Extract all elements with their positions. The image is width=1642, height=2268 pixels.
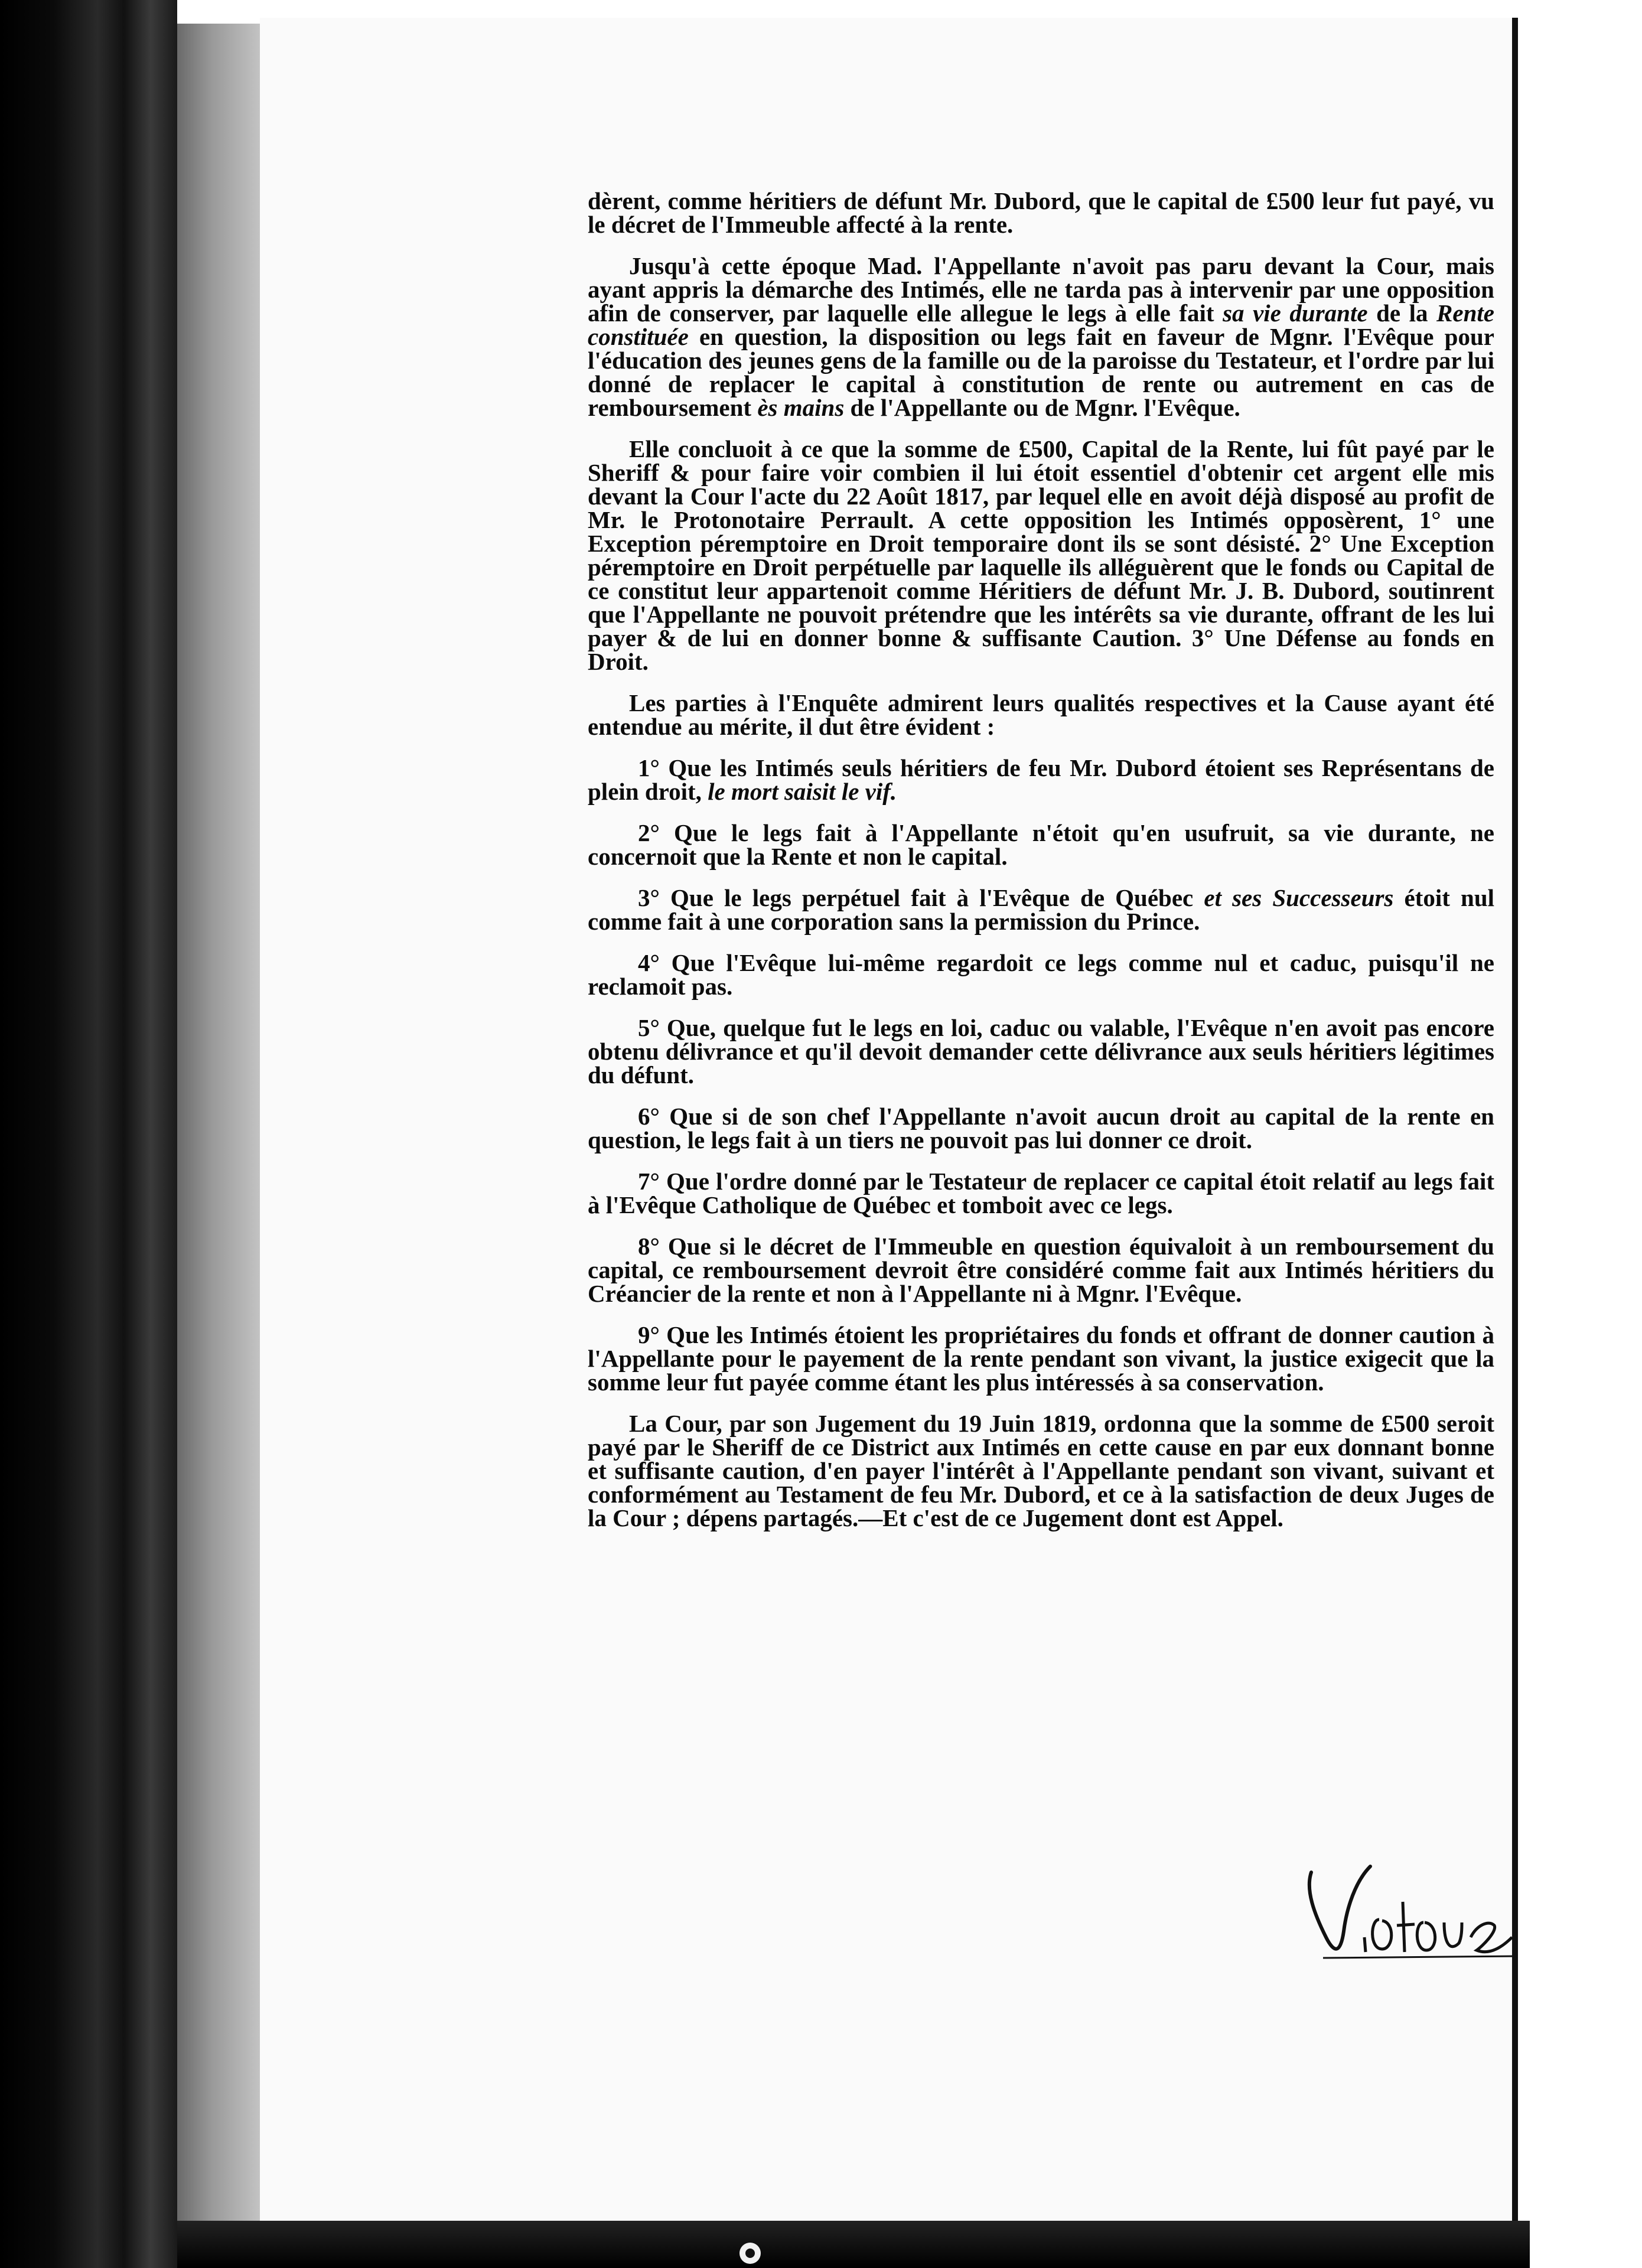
para1-text-c: en question, la disposition ou legs fait en faveur de Mgnr. l'Evêque pour l'éducation des jeunes gens de la famille ou de la paroisse du Testateur, et l'ordre par lui donné de replacer le capital à constitution de rente ou autrement en cas de remboursement — [588, 323, 1494, 421]
document-body — [588, 189, 1494, 1547]
para1-text-b: de la — [1367, 299, 1437, 327]
list-item-6: 6° Que si de son chef l'Appellante n'avoit aucun droit au capital de la rente en question, le legs fait à un tiers ne pouvoit pas lui donner ce droit. — [588, 1103, 1494, 1153]
list-item-2: 2° Que le legs fait à l'Appellante n'étoit qu'en usufruit, sa vie durante, ne concernoit que la Rente et non le capital. — [588, 819, 1494, 870]
list-item-9: 9° Que les Intimés étoient les propriétaires du fonds et offrant de donner caution à l'Appellante pour le payement de la rente pendant son vivant, la justice exigecit que la somme leur fut payée comme étant les plus intéressés à sa conservation. — [588, 1321, 1494, 1396]
list-item-4: 4° Que l'Evêque lui-même regardoit ce legs comme nul et caduc, puisqu'il ne reclamoit pas. — [588, 949, 1494, 1000]
para1-italic-b: Rente constituée — [588, 299, 1494, 350]
para1-text-d: de l'Appellante ou de Mgnr. l'Evêque. — [844, 394, 1240, 421]
para1-text-a: Jusqu'à cette époque Mad. l'Appellante n'avoit pas paru devant la Cour, mais ayant appris la démarche des Intimés, elle ne tarda pas à intervenir par une opposition afin de conserver, par laquelle elle allegue le legs à elle fait — [588, 252, 1494, 327]
opening-paragraph: dèrent, comme héritiers de défunt Mr. Dubord, que le capital de £500 leur fut payé, vu le décret de l'Immeuble affecté à la rente. — [588, 187, 1494, 238]
para1-italic-a: sa vie durante — [1223, 299, 1368, 327]
book-spine — [0, 0, 177, 2268]
page-edge-mark — [732, 2238, 768, 2268]
list-item-1 — [588, 756, 1494, 803]
scan-margin — [1524, 0, 1642, 2268]
list-item-3 — [588, 886, 1494, 933]
item3-text-b: étoit nul comme fait à une corporation sans la permission du Prince. — [588, 884, 1495, 935]
item1-text: 1° Que les Intimés seuls héritiers de feu Mr. Dubord étoient ses Représentans de plein droit, — [588, 754, 1494, 805]
paragraph-judgement: La Cour, par son Jugement du 19 Juin 1819, ordonna que la somme de £500 seroit payé par le Sheriff de ce District aux Intimés en cette cause en par eux donnant bonne et suffisante caution, d'en payer l'intérêt à l'Appellante pendant son vivant, suivant et conformément au Testament de feu Mr. Dubord, et ce à la satisfaction de deux Juges de la Cour ; dépens partagés.—Et c'est de ce Jugement dont est Appel. — [588, 1410, 1494, 1531]
para1-italic-c: ès mains — [757, 394, 845, 421]
paragraph-enquete: Les parties à l'Enquête admirent leurs qualités respectives et la Cause ayant été entendue au mérite, il dut être évident : — [588, 689, 1494, 740]
item3-italic: et ses Successeurs — [1204, 884, 1394, 911]
list-item-8: 8° Que si le décret de l'Immeuble en question équivaloit à un remboursement du capital, ce remboursement devroit être considéré comme fait aux Intimés héritiers du Créancier de la rente et non à l'Appellante ni à Mgnr. l'Evêque. — [588, 1233, 1494, 1307]
paragraph-conclusion-request: Elle concluoit à ce que la somme de £500, Capital de la Rente, lui fût payé par le Sheriff & pour faire voir combien il lui étoit essentiel d'obtenir cet argent elle mis devant la Cour l'acte du 22 Août 1817, par lequel elle en avoit déjà disposé au profit de Mr. le Protonotaire Perrault. A cette opposition les Intimés opposèrent, 1° une Exception péremptoire en Droit temporaire dont ils se sont désisté. 2° Une Exception péremptoire en Droit perpétuelle par laquelle ils alléguèrent que le fonds ou Capital de ce constitut leur appartenoit comme Héritiers de défunt Mr. J. B. Dubord, soutinrent que l'Appellante ne pouvoit prétendre que les intérêts sa vie durante, offrant de les lui payer & de lui en donner bonne & suffisante Caution. 3° Une Défense au fonds en Droit. — [588, 435, 1494, 675]
list-item-7: 7° Que l'ordre donné par le Testateur de replacer ce capital étoit relatif au legs fait à l'Evêque Catholique de Québec et tomboit avec ce legs. — [588, 1168, 1494, 1218]
paragraph-opposition — [588, 254, 1494, 419]
page-gutter-shadow — [177, 24, 266, 2221]
item1-italic: le mort saisit le vif. — [708, 778, 897, 805]
handwritten-signature — [1299, 1849, 1524, 1984]
page-bottom-edge — [177, 2221, 1530, 2268]
item3-text-a: 3° Que le legs perpétuel fait à l'Evêque de Québec — [638, 884, 1204, 911]
list-item-5: 5° Que, quelque fut le legs en loi, caduc ou valable, l'Evêque n'en avoit pas encore obtenu délivrance et qu'il devoit demander cette délivrance aux seuls héritiers légitimes du défunt. — [588, 1014, 1494, 1089]
